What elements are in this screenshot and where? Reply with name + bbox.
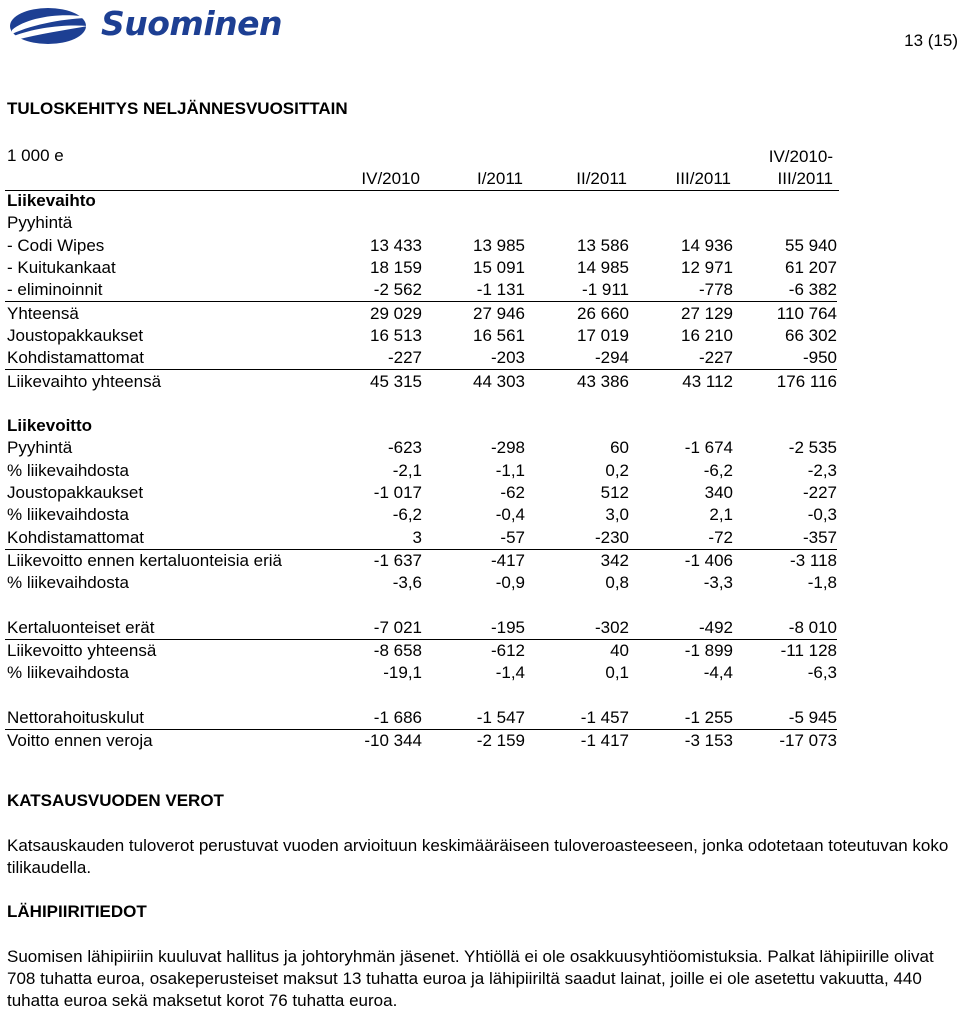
cell-value [629, 594, 733, 616]
cell-value: 3 [412, 527, 422, 547]
table-row [5, 572, 837, 594]
cell-value [629, 393, 733, 415]
cell-value: 44 303 [422, 370, 525, 393]
cell-value: -8 010 [788, 617, 837, 637]
cell-value: 176 116 [733, 370, 837, 393]
cell-value: -10 344 [325, 730, 422, 753]
cell-value: -3 118 [733, 549, 837, 572]
brand-name: Suominen [101, 4, 282, 43]
cell-value [733, 415, 837, 437]
cell-value: -2,1 [392, 460, 422, 480]
cell-value: -1,1 [495, 460, 525, 480]
cell-value: -1 255 [684, 707, 733, 727]
cell-value: -6,3 [807, 663, 837, 683]
cell-value [422, 212, 525, 234]
cell-value [733, 393, 837, 415]
cell-value: 13 985 [473, 235, 525, 255]
row-label: Kertaluonteiset erät [7, 617, 155, 637]
cell-value: 61 207 [785, 258, 837, 278]
column-header-rolling-line2: III/2011 [777, 169, 833, 188]
logo-swoosh-icon [8, 4, 94, 48]
cell-value [325, 393, 422, 415]
quarterly-results-table [5, 190, 837, 752]
row-label: % liikevaihdosta [7, 505, 129, 525]
row-label: % liikevaihdosta [7, 663, 129, 683]
row-label: - Kuitukankaat [7, 258, 116, 278]
cell-value: 15 091 [473, 258, 525, 278]
row-label: Kohdistamattomat [7, 348, 145, 368]
row-label: Joustopakkaukset [7, 325, 144, 345]
unit-label: 1 000 e [7, 146, 64, 165]
cell-value: 29 029 [325, 302, 422, 325]
cell-value: -7 021 [373, 617, 422, 637]
cell-value: -417 [422, 549, 525, 572]
cell-value: 40 [525, 639, 629, 662]
cell-value: -0,3 [807, 505, 837, 525]
cell-value: 0,2 [605, 460, 629, 480]
table-row [5, 235, 837, 257]
cell-value: -294 [594, 348, 629, 368]
cell-value [325, 685, 422, 707]
cell-value [525, 594, 629, 616]
cell-value [325, 212, 422, 234]
table-row [5, 504, 837, 526]
cell-value: -3,3 [703, 573, 733, 593]
cell-value: -227 [802, 483, 837, 502]
cell-value [629, 415, 733, 437]
cell-value: -0,9 [495, 573, 525, 593]
row-label [5, 685, 325, 707]
cell-value: 26 660 [525, 302, 629, 325]
cell-value: 12 971 [681, 258, 733, 278]
cell-value: 60 [610, 438, 629, 458]
cell-value: -57 [500, 527, 525, 547]
taxes-title: KATSAUSVUODEN VEROT [7, 791, 224, 810]
cell-value: 0,1 [605, 663, 629, 683]
table-row [5, 460, 837, 482]
cell-value: 110 764 [733, 302, 837, 325]
column-header-rolling-line1: IV/2010- [768, 147, 833, 166]
cell-value: -62 [500, 483, 525, 502]
cell-value: -5 945 [788, 707, 837, 727]
cell-value: 17 019 [577, 325, 629, 345]
cell-value: -3 153 [629, 730, 733, 753]
row-label [5, 393, 325, 415]
cell-value: -1,8 [807, 573, 837, 593]
cell-value: -1,4 [495, 663, 525, 683]
related-parties-title: LÄHIPIIRITIEDOT [7, 902, 147, 921]
cell-value [733, 685, 837, 707]
row-label [5, 594, 325, 616]
cell-value: 13 433 [370, 235, 422, 255]
cell-value [733, 190, 837, 212]
cell-value: 27 129 [629, 302, 733, 325]
cell-value [422, 415, 525, 437]
cell-value: -17 073 [733, 730, 837, 753]
cell-value [733, 212, 837, 234]
row-label: Kohdistamattomat [7, 527, 145, 547]
cell-value: 14 936 [681, 235, 733, 255]
cell-value: -3,6 [392, 573, 422, 593]
cell-value: 342 [525, 549, 629, 572]
cell-value [325, 190, 422, 212]
cell-value [733, 594, 837, 616]
spacer-row [5, 685, 837, 707]
spacer-row [5, 393, 837, 415]
cell-value: -2 535 [788, 438, 837, 458]
cell-value: -298 [490, 438, 525, 458]
cell-value: -0,4 [495, 505, 525, 525]
cell-value: -1 547 [476, 707, 525, 727]
cell-value: 340 [704, 483, 733, 502]
cell-value: -1 911 [582, 280, 629, 300]
cell-value [422, 190, 525, 212]
cell-value [525, 415, 629, 437]
cell-value: 45 315 [325, 370, 422, 393]
cell-value: -6,2 [703, 460, 733, 480]
cell-value [422, 393, 525, 415]
cell-value: 2,1 [709, 505, 733, 525]
row-label: Nettorahoituskulut [7, 707, 145, 727]
cell-value: 13 586 [577, 235, 629, 255]
cell-value: 16 561 [473, 325, 525, 345]
row-label: % liikevaihdosta [7, 460, 129, 480]
cell-value [525, 212, 629, 234]
cell-value: -6 382 [788, 280, 837, 300]
cell-value: -227 [387, 348, 422, 368]
cell-value [629, 212, 733, 234]
cell-value: -357 [802, 527, 837, 547]
cell-value: -1 899 [629, 639, 733, 662]
cell-value: -612 [422, 639, 525, 662]
taxes-text: Katsauskauden tuloverot perustuvat vuoden arvioituun keskimääräiseen tuloveroasteeseen, jonka odotetaan toteutuvan koko tilikaudella. [7, 836, 949, 877]
table-row [5, 526, 837, 549]
cell-value: -203 [490, 348, 525, 368]
table-row [5, 212, 837, 234]
cell-value [422, 594, 525, 616]
table-row [5, 617, 837, 640]
cell-value: -1 637 [325, 549, 422, 572]
related-parties-text: Suomisen lähipiiriin kuuluvat hallitus ja johtoryhmän jäsenet. Yhtiöllä ei ole osakkuusyhtiöomistuksia. Palkat lähipiirille olivat 708 tuhatta euroa, osakeperusteiset maksut 13 tuhatta euroa ja lähipiiriltä saadut lainat, joille ei ole asetettu vakuutta, 440 tuhatta euroa sekä maksetut korot 76 tuhatta euroa. [7, 947, 934, 1010]
cell-value: -2 562 [373, 280, 422, 300]
cell-value: -227 [698, 348, 733, 368]
table-row [5, 279, 837, 302]
cell-value: -1 674 [684, 438, 733, 458]
table-row [5, 370, 837, 393]
row-label: Joustopakkaukset [7, 483, 144, 502]
cell-value: -1 417 [525, 730, 629, 753]
cell-value [525, 685, 629, 707]
cell-value: -230 [594, 527, 629, 547]
cell-value [525, 393, 629, 415]
column-header-iv2010: IV/2010 [361, 169, 420, 188]
row-label: Liikevaihto [7, 191, 96, 211]
cell-value: -623 [387, 438, 422, 458]
cell-value: 14 985 [577, 258, 629, 278]
cell-value: 16 513 [370, 325, 422, 345]
table-row [5, 325, 837, 347]
cell-value [325, 594, 422, 616]
cell-value: 3,0 [605, 505, 629, 525]
table-row [5, 437, 837, 459]
cell-value: -950 [802, 348, 837, 368]
column-header-ii2011: II/2011 [576, 169, 627, 188]
cell-value: 27 946 [422, 302, 525, 325]
cell-value: -6,2 [392, 505, 422, 525]
table-row [5, 707, 837, 730]
row-label: Liikevoitto yhteensä [5, 639, 325, 662]
cell-value: -2 159 [422, 730, 525, 753]
table-row [5, 639, 837, 662]
cell-value: -302 [594, 617, 629, 637]
cell-value [525, 190, 629, 212]
table-row [5, 549, 837, 572]
row-label: Liikevoitto [7, 416, 93, 436]
cell-value: -19,1 [383, 663, 422, 683]
table-row [5, 302, 837, 325]
cell-value: -72 [708, 527, 733, 547]
cell-value: 18 159 [370, 258, 422, 278]
row-label: - Codi Wipes [7, 235, 105, 255]
row-label: Liikevaihto yhteensä [5, 370, 325, 393]
cell-value: -4,4 [703, 663, 733, 683]
table-row [5, 730, 837, 753]
table-row [5, 347, 837, 370]
spacer-row [5, 594, 837, 616]
cell-value [422, 685, 525, 707]
row-label: Pyyhintä [7, 213, 73, 233]
cell-value: 43 112 [629, 370, 733, 393]
row-label: Yhteensä [5, 302, 325, 325]
page-number: 13 (15) [904, 31, 958, 50]
cell-value: 43 386 [525, 370, 629, 393]
cell-value: 0,8 [605, 573, 629, 593]
cell-value: -11 128 [733, 639, 837, 662]
cell-value: -492 [698, 617, 733, 637]
cell-value [325, 415, 422, 437]
cell-value: -1 457 [580, 707, 629, 727]
cell-value: -195 [490, 617, 525, 637]
cell-value [629, 685, 733, 707]
row-label: Voitto ennen veroja [5, 730, 325, 753]
column-header-iii2011: III/2011 [675, 169, 731, 188]
row-label: Liikevoitto ennen kertaluonteisia eriä [5, 549, 325, 572]
cell-value: -1 686 [373, 707, 422, 727]
cell-value: 66 302 [785, 325, 837, 345]
table-row [5, 415, 837, 437]
cell-value [629, 190, 733, 212]
row-label: % liikevaihdosta [7, 573, 129, 593]
table-row [5, 482, 837, 504]
cell-value: -1 017 [373, 483, 422, 502]
cell-value: 512 [600, 483, 629, 502]
row-label: Pyyhintä [7, 438, 73, 458]
section-title: TULOSKEHITYS NELJÄNNESVUOSITTAIN [7, 99, 348, 118]
table-row [5, 190, 837, 212]
cell-value: 16 210 [681, 325, 733, 345]
cell-value: -778 [698, 280, 733, 300]
table-row [5, 257, 837, 279]
column-header-i2011: I/2011 [476, 169, 523, 188]
table-body [5, 190, 837, 752]
table-row [5, 662, 837, 684]
row-label: - eliminoinnit [7, 280, 103, 300]
cell-value: -2,3 [807, 460, 837, 480]
cell-value: -8 658 [325, 639, 422, 662]
cell-value: 55 940 [785, 235, 837, 255]
cell-value: -1 131 [476, 280, 525, 300]
cell-value: -1 406 [629, 549, 733, 572]
